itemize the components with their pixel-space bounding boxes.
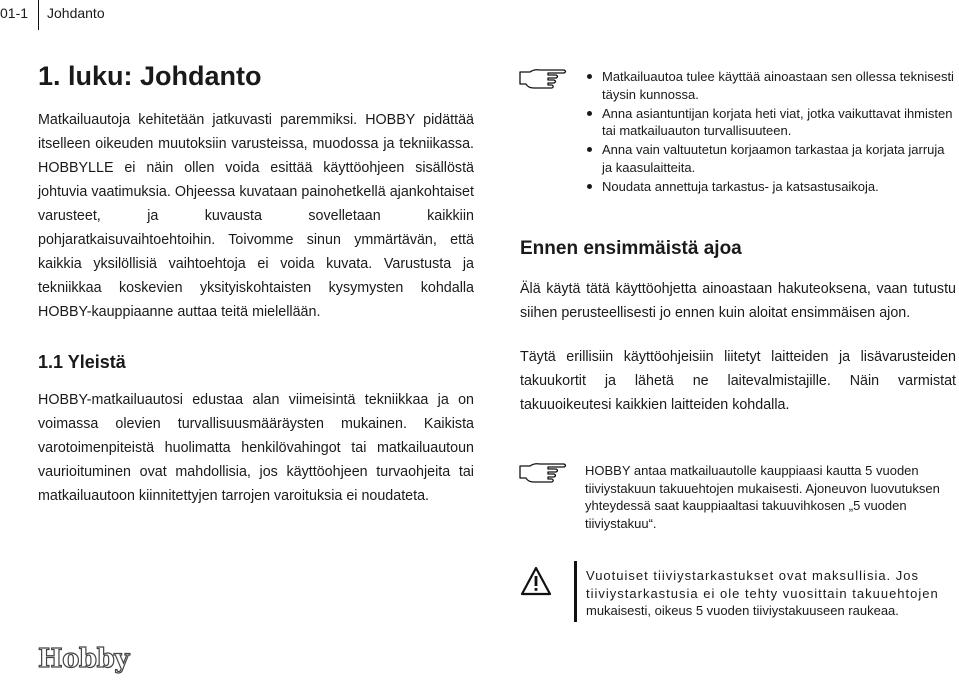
bullet-icon	[587, 147, 592, 152]
before-first-use-paragraph-1: Älä käytä tätä käyttöohjetta ainoastaan hakuteoksena, vaan tutustu siihen perusteellisesti jo ennen kuin aloitat ensimmäisen ajon.	[520, 280, 956, 321]
before-first-use-heading: Ennen ensimmäistä ajoa	[520, 238, 742, 259]
before-first-use-paragraph-2: Täytä erillisiin käyttöohjeisiin liitetyt laitteiden ja lisävarusteiden takuukortit ja lähetä ne laitevalmistajille. Näin varmistat takuuoikeutesi kaikkien laitteiden kohdalla.	[520, 348, 956, 413]
bullet-icon	[587, 74, 592, 79]
page-number: 01-1	[0, 5, 29, 21]
pointing-hand-icon	[518, 66, 568, 90]
list-item	[584, 141, 954, 176]
right-column	[520, 238, 956, 417]
section-paragraph: HOBBY-matkailuautosi edustaa alan viimeisintä tekniikkaa ja on voimassa olevien turvallisuusmääräysten mukainen. Kaikista varotoimenpiteistä huolimatta henkilövahingot tai matkailuautoun vaurioituminen ovat mahdollisia, jos käyttöohjeen turvaohjeita tai matkailuautoon kiinnitettyjen tarrojen varoituksia ei noudateta.	[38, 391, 474, 504]
list-item	[584, 105, 954, 140]
list-item-text: Matkailuautoa tulee käyttää ainoastaan sen ollessa teknisesti täysin kunnossa.	[602, 69, 954, 102]
list-item	[584, 178, 954, 196]
intro-paragraph: Matkailuautoja kehitetään jatkuvasti paremmiksi. HOBBY pidättää itselleen oikeuden muutoksiin varusteissa, muodossa ja tekniikassa. HOBBYLLE ei näin ollen voida esittää käyttöohjeen sisällöstä johtuvia vaatimuksia. Ohjeessa kuvataan painohetkellä ajankohtaiset varusteet, ja kuvausta sovelletaan kaikkiin pohjaratkaisuvaihtoehtoihin. Toivomme sinun ymmärtävän, että kaikkia yksilöllisiä vaihtoehtoja ei voida kuvata. Varustusta ja tekniikkaa koskevien yksityiskohtaisten kysymysten kohdalla HOBBY-kauppiaanne auttaa teitä mielellään.	[38, 112, 474, 321]
bullet-icon	[587, 111, 592, 116]
warning-line: Vuotuiset tiiviystarkastukset ovat maksullisia. Jos	[586, 568, 920, 583]
chapter-title: 1. luku: Johdanto	[38, 61, 262, 91]
warning-line: tiiviystarkastusia ei ole tehty vuosittain takuuehtojen	[586, 585, 939, 601]
left-column	[38, 60, 474, 508]
warning-triangle-icon	[520, 566, 552, 596]
running-header: Johdanto	[47, 5, 105, 21]
section-heading: 1.1 Yleistä	[38, 352, 126, 373]
warranty-note: HOBBY antaa matkailuautolle kauppiaasi kautta 5 vuoden tiiviystakuun takuuehtojen mukaisesti. Ajoneuvon luovutuksen yhteydessä saat kauppiaaltasi takuuvihkosen „5 vuoden tiiviystakuu“.	[585, 463, 940, 531]
warning-line: mukaisesti, oikeus 5 vuoden tiiviystakuuseen raukeaa.	[586, 603, 899, 618]
safety-bullet-list	[584, 68, 954, 197]
bullet-icon	[587, 184, 592, 189]
hobby-logo: Hobby	[38, 644, 129, 674]
list-item-text: Anna vain valtuutetun korjaamon tarkastaa ja korjata jarruja ja kaasulaitteita.	[602, 142, 945, 175]
pointing-hand-icon	[518, 460, 568, 484]
list-item	[584, 68, 954, 103]
list-item-text: Noudata annettuja tarkastus- ja katsastusaikoja.	[602, 178, 879, 194]
list-item-text: Anna asiantuntijan korjata heti viat, jotka vaikuttavat ihmisten tai matkailuauton turvallisuuteen.	[602, 105, 953, 138]
header-divider	[38, 0, 39, 30]
warning-box	[574, 561, 959, 622]
